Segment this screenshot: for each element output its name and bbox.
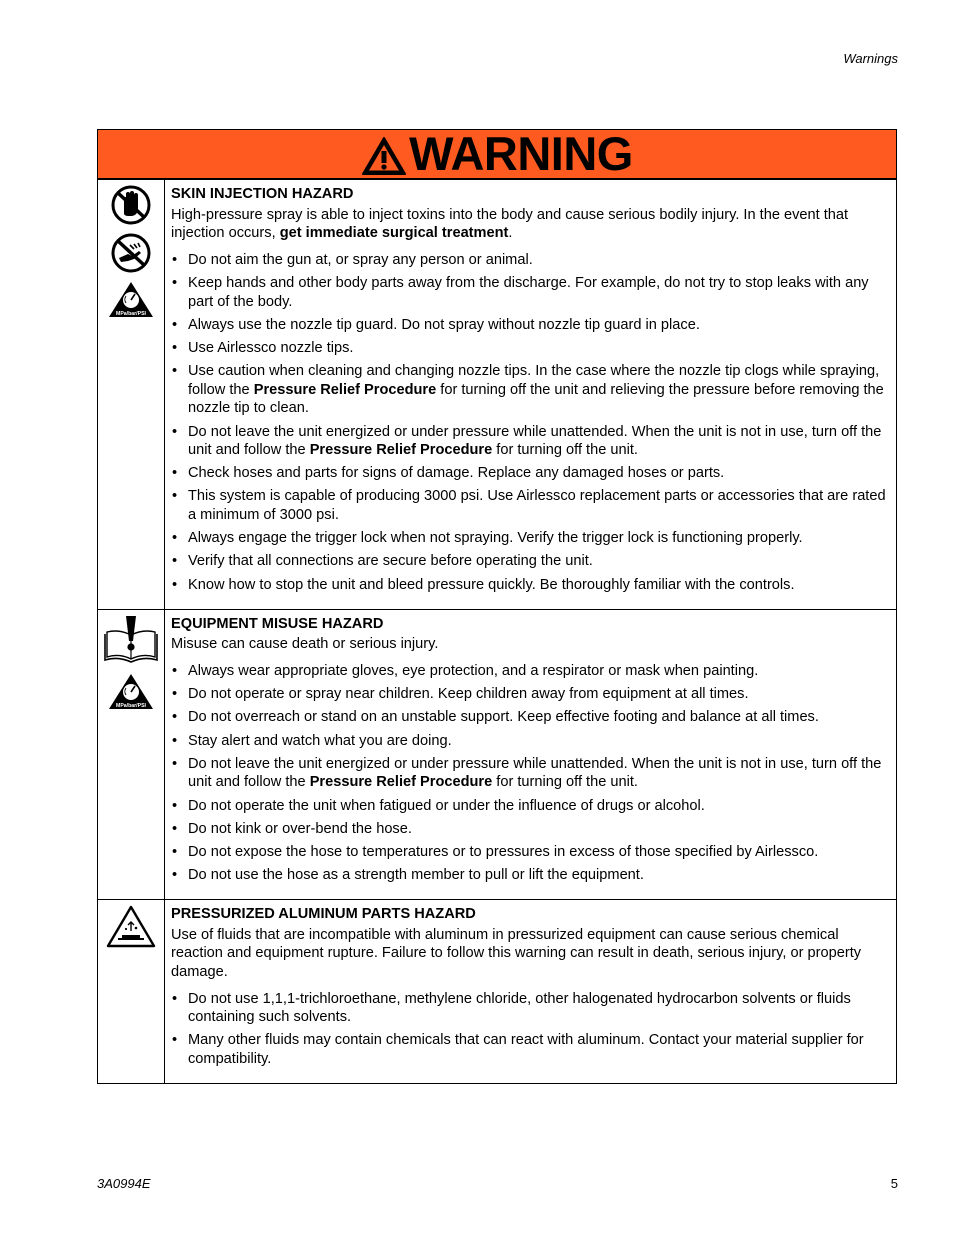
pressure-gauge-icon — [107, 672, 155, 712]
read-manual-icon — [102, 614, 160, 666]
gauge-label: MPa/bar/PSI — [116, 311, 146, 317]
hazard-description: High-pressure spray is able to inject toxins into the body and cause serious bodily injury. In the event that injection occurs, get immediate surgical treatment. — [171, 206, 849, 242]
hazard-row-skin-injection — [98, 179, 896, 609]
list-item: • Keep hands and other body parts away from the discharge. For example, do not try to stop leaks with any part of the body. — [171, 274, 888, 311]
hazard-icons — [98, 900, 165, 1083]
list-item: • Do not use the hose as a strength member to pull or lift the equipment. — [171, 866, 888, 885]
list-item: • Use caution when cleaning and changing nozzle tips. In the case where the nozzle tip clogs while spraying, follow the Pressure Relief Procedure for turning off the unit and relieving the pressure before removing the nozzle tip to clean. — [171, 362, 888, 418]
list-item: • Know how to stop the unit and bleed pressure quickly. Be thoroughly familiar with the controls. — [171, 576, 888, 595]
hazard-row-equipment-misuse — [98, 609, 896, 899]
gauge-label: MPa/bar/PSI — [116, 702, 146, 709]
no-spray-hand-icon — [110, 232, 152, 274]
list-item: • Do not leave the unit energized or under pressure while unattended. When the unit is not in use, turn off the unit and follow the Pressure Relief Procedure for turning off the unit. — [171, 423, 888, 460]
list-item: • Many other fluids may contain chemicals that can react with aluminum. Contact your material supplier for compatibility. — [171, 1031, 888, 1068]
pressure-gauge-icon — [107, 280, 155, 320]
list-item: • Do not kink or over-bend the hose. — [171, 820, 888, 839]
warning-triangle-icon — [361, 136, 407, 176]
hazard-description: Misuse can cause death or serious injury. — [171, 636, 439, 653]
page-number: 5 — [890, 1176, 898, 1191]
page-section-title: Warnings — [843, 51, 898, 66]
list-item: • Stay alert and watch what you are doing. — [171, 732, 888, 751]
list-item: • Always wear appropriate gloves, eye protection, and a respirator or mask when painting. — [171, 662, 888, 681]
hazard-text — [165, 900, 896, 1083]
hazard-row-pressurized-aluminum — [98, 899, 896, 1083]
hazard-title: PRESSURIZED ALUMINUM PARTS HAZARD — [171, 906, 476, 923]
list-item: • Use Airlessco nozzle tips. — [171, 339, 888, 358]
list-item: • Check hoses and parts for signs of damage. Replace any damaged hoses or parts. — [171, 464, 888, 483]
list-item: • Always engage the trigger lock when not spraying. Verify the trigger lock is functioning properly. — [171, 529, 888, 548]
list-item: • Do not overreach or stand on an unstable support. Keep effective footing and balance at all times. — [171, 708, 888, 727]
list-item: • Do not operate or spray near children. Keep children away from equipment at all times. — [171, 685, 888, 704]
hazard-text — [165, 610, 896, 899]
hazard-bullet-list — [171, 990, 888, 1069]
list-item: • Do not aim the gun at, or spray any person or animal. — [171, 251, 888, 270]
hazard-icons — [98, 180, 165, 609]
warning-title: WARNING — [409, 127, 633, 180]
list-item: • Do not use 1,1,1-trichloroethane, methylene chloride, other halogenated hydrocarbon solvents or fluids containing such solvents. — [171, 990, 888, 1027]
list-item: • Do not expose the hose to temperatures or to pressures in excess of those specified by Airlessco. — [171, 843, 888, 862]
hazard-icons — [98, 610, 165, 899]
warning-banner — [98, 127, 896, 180]
hazard-bullet-list — [171, 251, 888, 594]
hazard-title: EQUIPMENT MISUSE HAZARD — [171, 615, 384, 632]
document-number: 3A0994E — [97, 1176, 151, 1191]
list-item: • Do not leave the unit energized or under pressure while unattended. When the unit is not in use, turn off the unit and follow the Pressure Relief Procedure for turning off the unit. — [171, 755, 888, 792]
hazard-title: SKIN INJECTION HAZARD — [171, 186, 354, 202]
list-item: • Always use the nozzle tip guard. Do not spray without nozzle tip guard in place. — [171, 316, 888, 335]
hazard-text — [165, 180, 896, 609]
chemical-reaction-icon — [105, 904, 157, 950]
hazard-description: Use of fluids that are incompatible with aluminum in pressurized equipment can cause serious chemical reaction and equipment rupture. Failure to follow this warning can result in death, serious injury, or property damage. — [171, 926, 862, 981]
list-item: • Verify that all connections are secure before operating the unit. — [171, 552, 888, 571]
list-item: • This system is capable of producing 3000 psi. Use Airlessco replacement parts or accessories that are rated a minimum of 3000 psi. — [171, 487, 888, 524]
warning-table — [97, 129, 897, 1084]
list-item: • Do not operate the unit when fatigued or under the influence of drugs or alcohol. — [171, 797, 888, 816]
no-hand-icon — [110, 184, 152, 226]
hazard-bullet-list — [171, 662, 888, 885]
